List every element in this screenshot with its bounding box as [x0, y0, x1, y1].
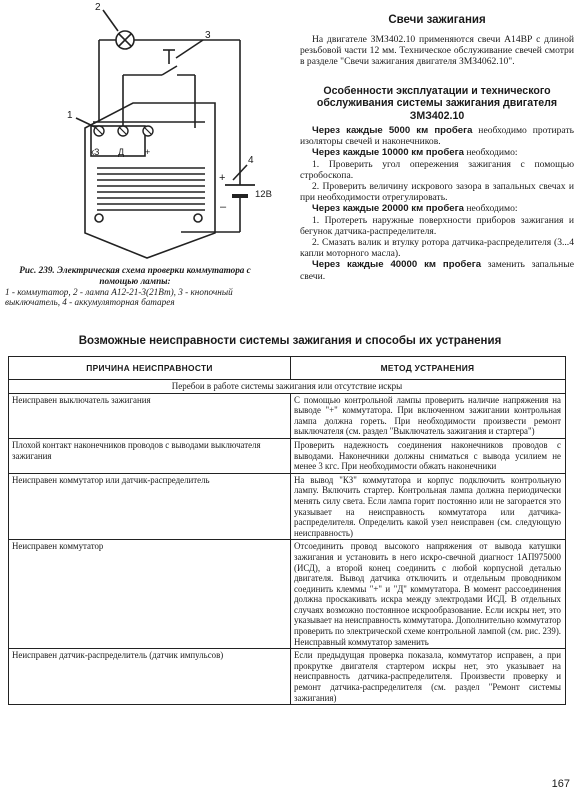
- callout-1: 1: [67, 110, 73, 121]
- table-row: [9, 474, 565, 541]
- spark-plugs-text: На двигателе ЗМЗ402.10 применяются свечи А14ВР с длиной резьбовой части 12 мм. Техническое обслуживание свечей смотри в разделе "Свечи зажигания двигателя ЗМЗ4062.10".: [300, 34, 574, 68]
- table-row: [9, 439, 565, 474]
- callout-4: 4: [248, 155, 254, 166]
- commutator-test-diagram: [55, 0, 272, 262]
- table-header: [9, 357, 565, 380]
- interval-5000: Через каждые 5000 км пробега: [312, 125, 473, 136]
- maintenance-paragraph: 2. Смазать валик и втулку ротора датчика-распределителя (3...4 капли моторного масла).: [300, 237, 574, 260]
- maintenance-text: [300, 125, 574, 282]
- maintenance-paragraph: 2. Проверить величину искрового зазора в запальных свечах и при необходимости отрегулировать.: [300, 181, 574, 204]
- battery-plus-label: +: [219, 172, 226, 184]
- maintenance-paragraph: 1. Протереть наружные поверхности приборов зажигания и бегунок датчика-распределителя.: [300, 214, 574, 237]
- figure-legend: 1 - коммутатор, 2 - лампа А12-21-3(21Вт), 3 - кнопочный выключатель, 4 - аккумуляторная батарея: [5, 286, 233, 308]
- figure-title: Рис. 239. Электрическая схема проверки коммутатора с помощью лампы:: [19, 265, 251, 286]
- terminal-plus-label: +: [145, 147, 151, 157]
- paragraph-text: необходимо:: [463, 203, 518, 215]
- cause-cell: Неисправен выключатель зажигания: [9, 394, 291, 438]
- method-cell: Если предыдущая проверка показала, коммутатор исправен, а при прокрутке двигателя стартером искры нет, это указывает на неисправность датчика-распределителя. Произвести проверку и ремонт датчика-распределителя (см. раздел "Ремонт системы зажигания): [294, 650, 561, 703]
- maintenance-paragraph: 1. Проверить угол опережения зажигания с помощью стробоскопа.: [300, 158, 574, 181]
- method-cell: С помощью контрольной лампы проверить наличие напряжения на выводе "+" коммутатора. При включенном зажигании контрольная лампа должна гореть. При необходимости произвести ремонт выключателя (см. раздел "Выключатель зажигания и стартера"): [294, 394, 561, 437]
- maintenance-paragraph: [300, 147, 574, 158]
- faults-heading: Возможные неисправности системы зажигания и способы их устранения: [78, 335, 502, 347]
- column-header-method: МЕТОД УСТРАНЕНИЯ: [380, 362, 475, 373]
- interval-40000: Через каждые 40000 км пробега: [312, 259, 482, 271]
- cause-cell: Неисправен коммутатор: [9, 540, 291, 648]
- maintenance-paragraph: [300, 203, 574, 214]
- method-cell: Отсоединить провод высокого напряжения от вывода катушки зажигания и установить в него искро-свечной диагност 1АП975000 (ИСД), а второй конец соединить с любой корпусной деталью двигателя. Вывод датчика отключить и отдельным проводником соединить клеммы "+" и "Д" коммутатора. В момент рассоединения должна проскакивать искра между электродами ИСД. В отдельных случаях возможно постоянное искрообразование. Если искры нет, это указывает на неисправность коммутатора. Дополнительно коммутатор проверить по электрической схеме контрольной лампой (см. рис. 239). Неисправный коммутатор заменить: [294, 541, 561, 647]
- battery-voltage-label: 12В: [255, 189, 272, 200]
- figure-caption: [5, 265, 265, 308]
- callout-2: 2: [95, 2, 101, 13]
- maintenance-paragraph: [300, 125, 574, 147]
- page-number: 167: [551, 778, 570, 790]
- paragraph-text: заменить запальные свечи.: [300, 259, 574, 282]
- terminal-d-label: Д: [118, 147, 125, 157]
- method-cell: Проверить надежность соединения наконечников проводов с выводами. Наконечники должны сниматься с вывода усилием не менее 3 кгс. При необходимости обжать наконечники: [294, 439, 561, 472]
- table-row: [9, 394, 565, 439]
- table-subheader: Перебои в работе системы зажигания или отсутствие искры: [9, 380, 565, 394]
- column-header-cause: ПРИЧИНА НЕИСПРАВНОСТИ: [9, 357, 291, 379]
- maintenance-heading: Особенности эксплуатации и технического обслуживания системы зажигания двигателя ЗМЗ402.10: [316, 85, 558, 122]
- cause-cell: Неисправен датчик-распределитель (датчик импульсов): [9, 649, 291, 704]
- paragraph-text: необходимо протирать изоляторы свечей и наконечников.: [300, 125, 575, 148]
- battery-minus-label: –: [220, 201, 227, 213]
- method-cell: На вывод "КЗ" коммутатора и корпус подключить контрольную лампу. Включить стартер. Контрольная лампа должна периодически менять силу света. Если лампа горит постоянно или не загорается это указывает на неисправность коммутатора или датчика-распределителя. Определить какой узел неисправен (см. следующую неисправность): [294, 474, 561, 538]
- interval-20000: Через каждые 20000 км пробега: [312, 203, 464, 215]
- interval-10000: Через каждые 10000 км пробега: [312, 147, 464, 159]
- callout-3: 3: [205, 30, 211, 41]
- cause-cell: Плохой контакт наконечников проводов с выводами выключателя зажигания: [9, 439, 291, 473]
- spark-plugs-heading: Свечи зажигания: [388, 14, 486, 26]
- paragraph-text: необходимо:: [463, 147, 518, 159]
- cause-cell: Неисправен коммутатор или датчик-распределитель: [9, 474, 291, 540]
- terminal-kz-label: кЗ: [90, 147, 100, 157]
- table-row: [9, 649, 565, 704]
- maintenance-paragraph: [300, 259, 574, 281]
- faults-table: [8, 356, 566, 705]
- table-row: [9, 540, 565, 649]
